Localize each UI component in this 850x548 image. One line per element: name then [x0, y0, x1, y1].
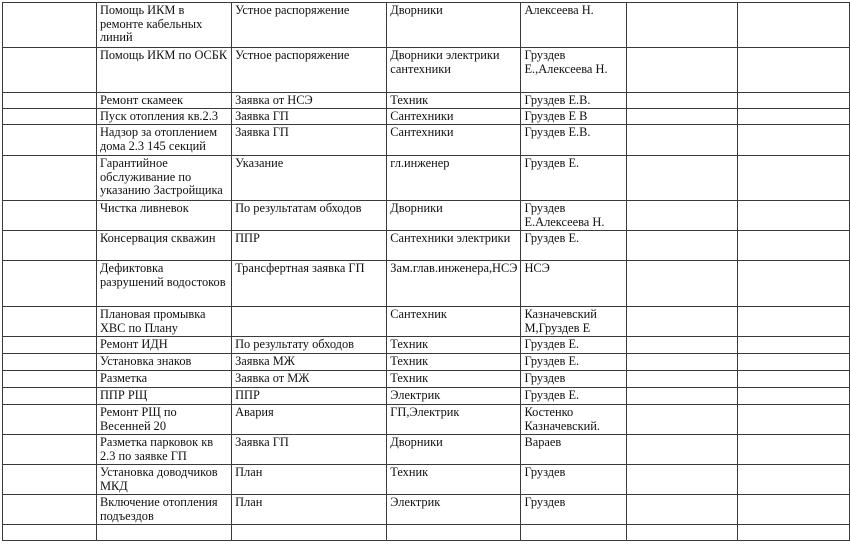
blank-cell	[3, 93, 97, 109]
blank-cell	[737, 525, 849, 541]
blank-cell	[737, 3, 849, 48]
blank-cell	[3, 405, 97, 435]
basis-cell: План	[232, 465, 387, 495]
basis-cell: ППР	[232, 388, 387, 405]
table-row	[3, 388, 850, 405]
blank-cell	[737, 156, 849, 201]
blank-cell	[3, 201, 97, 231]
responsible-cell: Груздев Е.,Алексеева Н.	[521, 48, 627, 93]
blank-cell	[737, 201, 849, 231]
work-cell: Включение отопления подъездов	[96, 495, 231, 525]
basis-cell: Устное распоряжение	[232, 48, 387, 93]
table-body	[3, 3, 850, 541]
blank-cell	[627, 337, 737, 354]
basis-cell: Авария	[232, 405, 387, 435]
blank-cell	[627, 307, 737, 337]
table-row	[3, 354, 850, 371]
table-row	[3, 93, 850, 109]
work-cell: Ремонт РЩ по Весенней 20	[96, 405, 231, 435]
table-row	[3, 3, 850, 48]
performer-cell: Дворники	[387, 435, 521, 465]
responsible-cell: НСЭ	[521, 261, 627, 307]
blank-cell	[737, 495, 849, 525]
table-row	[3, 231, 850, 261]
performer-cell: Электрик	[387, 388, 521, 405]
work-cell: Надзор за отоплением дома 2.3 145 секций	[96, 125, 231, 156]
work-cell: Помощь ИКМ в ремонте кабельных линий	[96, 3, 231, 48]
blank-cell	[737, 354, 849, 371]
basis-cell: По результату обходов	[232, 337, 387, 354]
blank-cell	[3, 48, 97, 93]
blank-cell	[627, 201, 737, 231]
table-row	[3, 435, 850, 465]
table-row	[3, 307, 850, 337]
table-row	[3, 48, 850, 93]
table-row	[3, 337, 850, 354]
blank-cell	[3, 337, 97, 354]
basis-cell: Устное распоряжение	[232, 3, 387, 48]
performer-cell: Техник	[387, 337, 521, 354]
table-row	[3, 405, 850, 435]
blank-cell	[627, 465, 737, 495]
work-cell: Дефиктовка разрушений водостоков	[96, 261, 231, 307]
performer-cell: Сантехники	[387, 109, 521, 125]
blank-cell	[627, 261, 737, 307]
blank-cell	[737, 435, 849, 465]
work-schedule-table	[2, 2, 850, 541]
blank-cell	[3, 3, 97, 48]
performer-cell: Электрик	[387, 495, 521, 525]
basis-cell	[232, 525, 387, 541]
blank-cell	[627, 525, 737, 541]
basis-cell: Заявка МЖ	[232, 354, 387, 371]
blank-cell	[3, 156, 97, 201]
blank-cell	[627, 371, 737, 388]
blank-cell	[3, 371, 97, 388]
basis-cell: Заявка ГП	[232, 109, 387, 125]
blank-cell	[627, 495, 737, 525]
table-row	[3, 109, 850, 125]
responsible-cell: Груздев	[521, 371, 627, 388]
basis-cell: Заявка от НСЭ	[232, 93, 387, 109]
blank-cell	[627, 231, 737, 261]
performer-cell: гл.инженер	[387, 156, 521, 201]
performer-cell: Техник	[387, 371, 521, 388]
performer-cell: Сантехники	[387, 125, 521, 156]
work-cell: ППР РЩ	[96, 388, 231, 405]
blank-cell	[627, 354, 737, 371]
responsible-cell: Алексеева Н.	[521, 3, 627, 48]
blank-cell	[627, 109, 737, 125]
blank-cell	[3, 261, 97, 307]
responsible-cell: Груздев Е.В.	[521, 125, 627, 156]
work-cell: Помощь ИКМ по ОСБК	[96, 48, 231, 93]
blank-cell	[737, 371, 849, 388]
blank-cell	[737, 465, 849, 495]
responsible-cell: Вараев	[521, 435, 627, 465]
basis-cell: Заявка ГП	[232, 125, 387, 156]
performer-cell: Зам.глав.инженера,НСЭ	[387, 261, 521, 307]
responsible-cell: Груздев Е.	[521, 337, 627, 354]
responsible-cell: Груздев Е.	[521, 231, 627, 261]
work-cell: Плановая промывка ХВС по Плану	[96, 307, 231, 337]
blank-cell	[737, 307, 849, 337]
blank-cell	[3, 231, 97, 261]
work-cell: Ремонт ИДН	[96, 337, 231, 354]
blank-cell	[627, 48, 737, 93]
work-cell	[96, 525, 231, 541]
blank-cell	[737, 337, 849, 354]
blank-cell	[3, 435, 97, 465]
basis-cell: Указание	[232, 156, 387, 201]
table-row	[3, 261, 850, 307]
blank-cell	[3, 465, 97, 495]
blank-cell	[627, 156, 737, 201]
blank-cell	[737, 93, 849, 109]
responsible-cell: Груздев Е.	[521, 388, 627, 405]
blank-cell	[3, 495, 97, 525]
blank-cell	[737, 261, 849, 307]
blank-cell	[627, 3, 737, 48]
performer-cell: Техник	[387, 93, 521, 109]
blank-cell	[3, 307, 97, 337]
performer-cell: Дворники	[387, 201, 521, 231]
blank-cell	[737, 388, 849, 405]
blank-cell	[3, 354, 97, 371]
performer-cell: Сантехники электрики	[387, 231, 521, 261]
blank-cell	[627, 405, 737, 435]
blank-cell	[3, 525, 97, 541]
basis-cell: ППР	[232, 231, 387, 261]
basis-cell	[232, 307, 387, 337]
basis-cell: По результатам обходов	[232, 201, 387, 231]
performer-cell: Техник	[387, 354, 521, 371]
work-cell: Гарантийное обслуживание по указанию Застройщика	[96, 156, 231, 201]
responsible-cell	[521, 525, 627, 541]
work-cell: Разметка парковок кв 2.3 по заявке ГП	[96, 435, 231, 465]
table-row	[3, 371, 850, 388]
table-row	[3, 495, 850, 525]
responsible-cell: Груздев Е.Алексеева Н.	[521, 201, 627, 231]
responsible-cell: Костенко Казначевский.	[521, 405, 627, 435]
basis-cell: Трансфертная заявка ГП	[232, 261, 387, 307]
performer-cell	[387, 525, 521, 541]
table-row	[3, 525, 850, 541]
blank-cell	[737, 125, 849, 156]
performer-cell: Дворники	[387, 3, 521, 48]
blank-cell	[627, 125, 737, 156]
responsible-cell: Груздев	[521, 465, 627, 495]
work-cell: Чистка ливневок	[96, 201, 231, 231]
blank-cell	[627, 93, 737, 109]
responsible-cell: Груздев Е.	[521, 354, 627, 371]
performer-cell: ГП,Электрик	[387, 405, 521, 435]
basis-cell: Заявка от МЖ	[232, 371, 387, 388]
work-cell: Консервация скважин	[96, 231, 231, 261]
table-row	[3, 465, 850, 495]
responsible-cell: Груздев Е.	[521, 156, 627, 201]
work-cell: Установка доводчиков МКД	[96, 465, 231, 495]
basis-cell: Заявка ГП	[232, 435, 387, 465]
responsible-cell: Груздев Е В	[521, 109, 627, 125]
responsible-cell: Груздев Е.В.	[521, 93, 627, 109]
performer-cell: Техник	[387, 465, 521, 495]
blank-cell	[737, 405, 849, 435]
table-row	[3, 201, 850, 231]
performer-cell: Дворники электрики сантехники	[387, 48, 521, 93]
responsible-cell: Казначевский М,Груздев Е	[521, 307, 627, 337]
blank-cell	[737, 48, 849, 93]
blank-cell	[627, 388, 737, 405]
blank-cell	[737, 231, 849, 261]
work-cell: Ремонт скамеек	[96, 93, 231, 109]
blank-cell	[3, 109, 97, 125]
work-cell: Установка знаков	[96, 354, 231, 371]
work-cell: Разметка	[96, 371, 231, 388]
table-row	[3, 156, 850, 201]
blank-cell	[3, 388, 97, 405]
table-row	[3, 125, 850, 156]
blank-cell	[737, 109, 849, 125]
blank-cell	[3, 125, 97, 156]
responsible-cell: Груздев	[521, 495, 627, 525]
blank-cell	[627, 435, 737, 465]
performer-cell: Сантехник	[387, 307, 521, 337]
work-cell: Пуск отопления кв.2.3	[96, 109, 231, 125]
basis-cell: План	[232, 495, 387, 525]
